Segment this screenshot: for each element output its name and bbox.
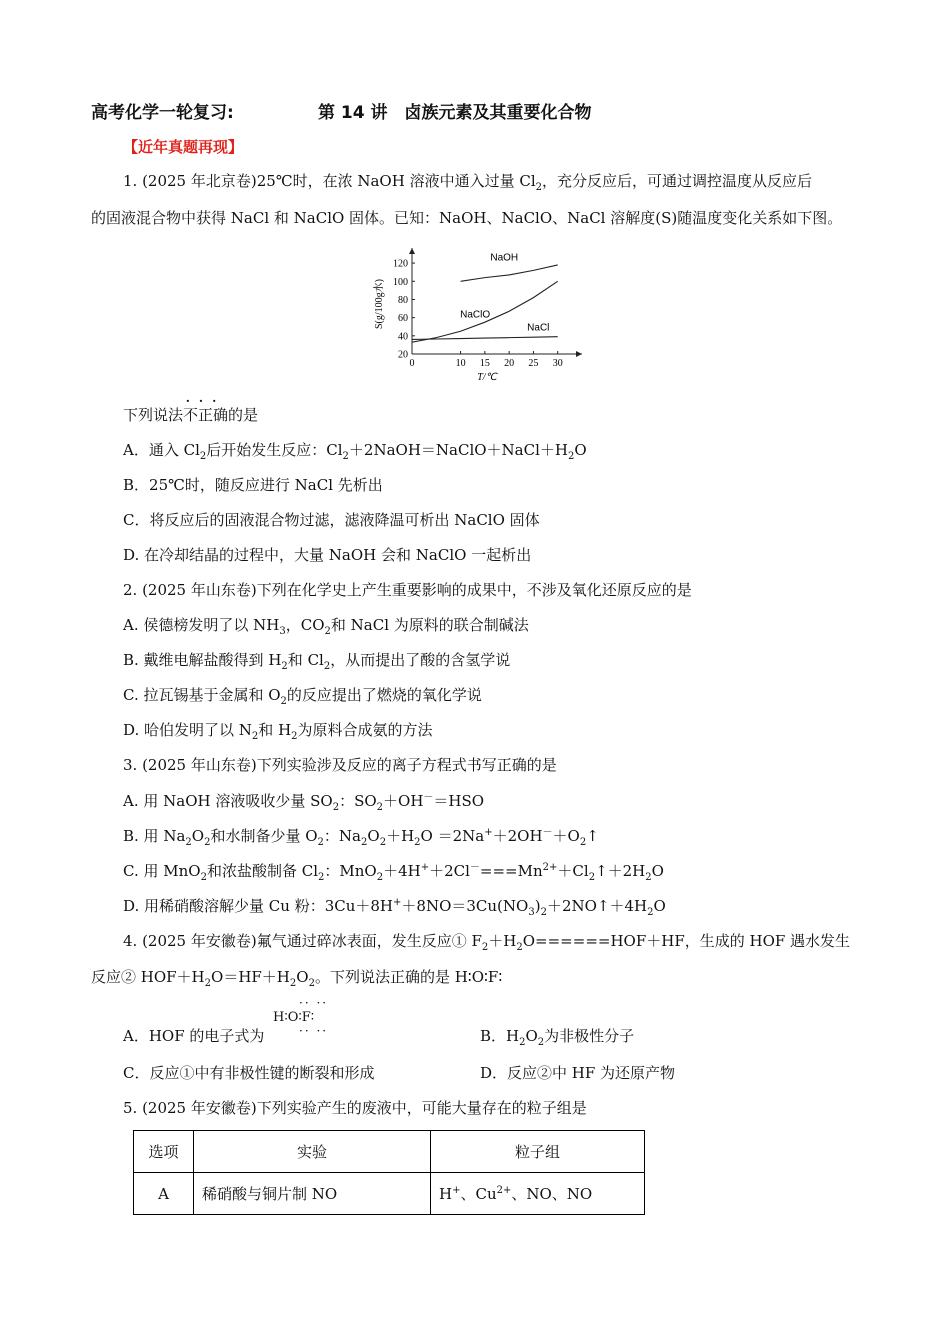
series-label-naclo: NaClO <box>460 309 491 321</box>
x-tick-label: 10 <box>455 358 466 369</box>
header-particles: 粒子组 <box>431 1131 645 1173</box>
y-axis-arrow <box>409 248 415 254</box>
emphasis-dots: ··· 不正确 <box>183 394 229 424</box>
q1-option-d: D. 在冷却结晶的过程中，大量 NaOH 会和 NaClO 一起析出 <box>123 546 532 564</box>
y-axis-label: S(g/100g水) <box>374 279 385 329</box>
table-row <box>134 1173 645 1215</box>
y-tick-label: 60 <box>398 313 408 325</box>
q3-option-b: B. 用 $Na_2O_2$和水制备少量 $O_2$：$Na_2O_2+H_2O$ $=2Na^++2OH^-+O_2↑$ <box>123 827 599 848</box>
cell-option: A <box>134 1173 194 1215</box>
q5-stem: 5. (2025 年安徽卷)下列实验产生的废液中，可能大量存在的粒子组是 <box>123 1099 587 1117</box>
x-tick-label: 0 <box>409 358 415 369</box>
q5-table <box>133 1130 645 1215</box>
q1-stem: 下列说法 ··· 不正确的是 <box>123 394 259 424</box>
q2-option-a: A. 侯德榜发明了以 $NH_3$，$CO_2$和 NaCl 为原料的联合制碱法 <box>123 616 529 637</box>
q2-stem: 2. (2025 年山东卷)下列在化学史上产生重要影响的成果中，不涉及氧化还原反应的是 <box>123 581 692 599</box>
series-label-nacl: NaCl <box>527 322 550 334</box>
header-experiment: 实验 <box>194 1131 431 1173</box>
x-tick-label: 20 <box>504 358 515 369</box>
lecture-title: 第 14 讲 卤族元素及其重要化合物 <box>318 103 592 123</box>
x-tick-label: 30 <box>552 358 563 369</box>
x-tick-label: 25 <box>528 358 539 369</box>
q1-line1: 1. (2025 年北京卷)25℃时，在浓 NaOH 溶液中通入过量 $Cl_2$，充分反应后，可通过调控温度从反应后 <box>123 172 813 193</box>
y-tick-label: 20 <box>398 349 408 361</box>
q3-option-c: C. 用 MnO$_2$和浓盐酸制备 $Cl_2$：$MnO_2+4H^++2Cl^-===Mn^{2+}+Cl_2↑+2H_2O$ <box>123 862 664 883</box>
course-title: 高考化学一轮复习: <box>91 103 234 123</box>
q2-option-c: C. 拉瓦锡基于金属和 $O_2$的反应提出了燃烧的氧化学说 <box>123 686 482 707</box>
q3-option-d: D. 用稀硝酸溶解少量 Cu 粉：$3Cu+8H^++8NO=3Cu(NO_3)_2+2NO↑+4H_2O$ <box>123 897 666 918</box>
q1-option-a: A．通入 $Cl_2$后开始发生反应：$Cl_2+2NaOH=NaClO+NaCl+H_2O$ <box>123 441 587 462</box>
table-header-row <box>134 1131 645 1173</box>
q2-option-b: B. 戴维电解盐酸得到 $H_2$和 $Cl_2$，从而提出了酸的含氢学说 <box>123 651 511 672</box>
x-axis-arrow <box>576 351 582 357</box>
q4-option-b: B．$H_2O_2$为非极性分子 <box>480 1027 635 1048</box>
series-line-naoh <box>461 265 558 281</box>
q4-line2: 反应② $HOF+H_2O=HF+H_2O_2$。下列说法正确的是 H∶O∶F∶ <box>91 968 503 989</box>
series-label-naoh: NaOH <box>490 252 519 264</box>
solubility-chart <box>368 246 593 386</box>
q1-option-c: C．将反应后的固液混合物过滤，滤液降温可析出 NaClO 固体 <box>123 511 540 529</box>
q3-stem: 3. (2025 年山东卷)下列实验涉及反应的离子方程式书写正确的是 <box>123 756 557 774</box>
q4-option-d: D．反应②中 HF 为还原产物 <box>480 1064 676 1082</box>
y-tick-label: 40 <box>398 331 408 343</box>
y-tick-label: 120 <box>393 258 408 270</box>
q3-option-a: A. 用 NaOH 溶液吸收少量 $SO_2$：$SO_2+OH^-=HSO$ <box>123 792 485 813</box>
section-label: 【近年真题再现】 <box>123 138 244 156</box>
y-tick-label: 80 <box>398 294 408 306</box>
header-option: 选项 <box>134 1131 194 1173</box>
q1-line2: 的固液混合物中获得 NaCl 和 NaClO 固体。已知：NaOH、NaClO、NaCl 溶解度(S)随温度变化关系如下图。 <box>91 209 843 227</box>
x-axis-label: T/℃ <box>477 372 497 383</box>
cell-experiment: 稀硝酸与铜片制 NO <box>194 1173 431 1215</box>
q4-line1: 4. (2025 年安徽卷)氟气通过碎冰表面，发生反应① $F_2+H_2O======HOF+HF$，生成的 HOF 遇水发生 <box>123 932 851 953</box>
q4-option-a: A．HOF 的电子式为 <box>123 1027 265 1045</box>
lewis-structure: ·· ·· H∶O∶F∶ ·· ·· <box>273 996 329 1038</box>
cell-particles: H+、$Cu^{2+}$、NO、NO <box>431 1173 645 1215</box>
y-tick-label: 100 <box>393 276 408 288</box>
q2-option-d: D. 哈伯发明了以 $N_2$和 $H_2$为原料合成氨的方法 <box>123 721 433 742</box>
q4-option-c: C．反应①中有非极性键的断裂和形成 <box>123 1064 375 1082</box>
q1-option-b: B．25℃时，随反应进行 NaCl 先析出 <box>123 476 383 494</box>
x-tick-label: 15 <box>479 358 490 369</box>
